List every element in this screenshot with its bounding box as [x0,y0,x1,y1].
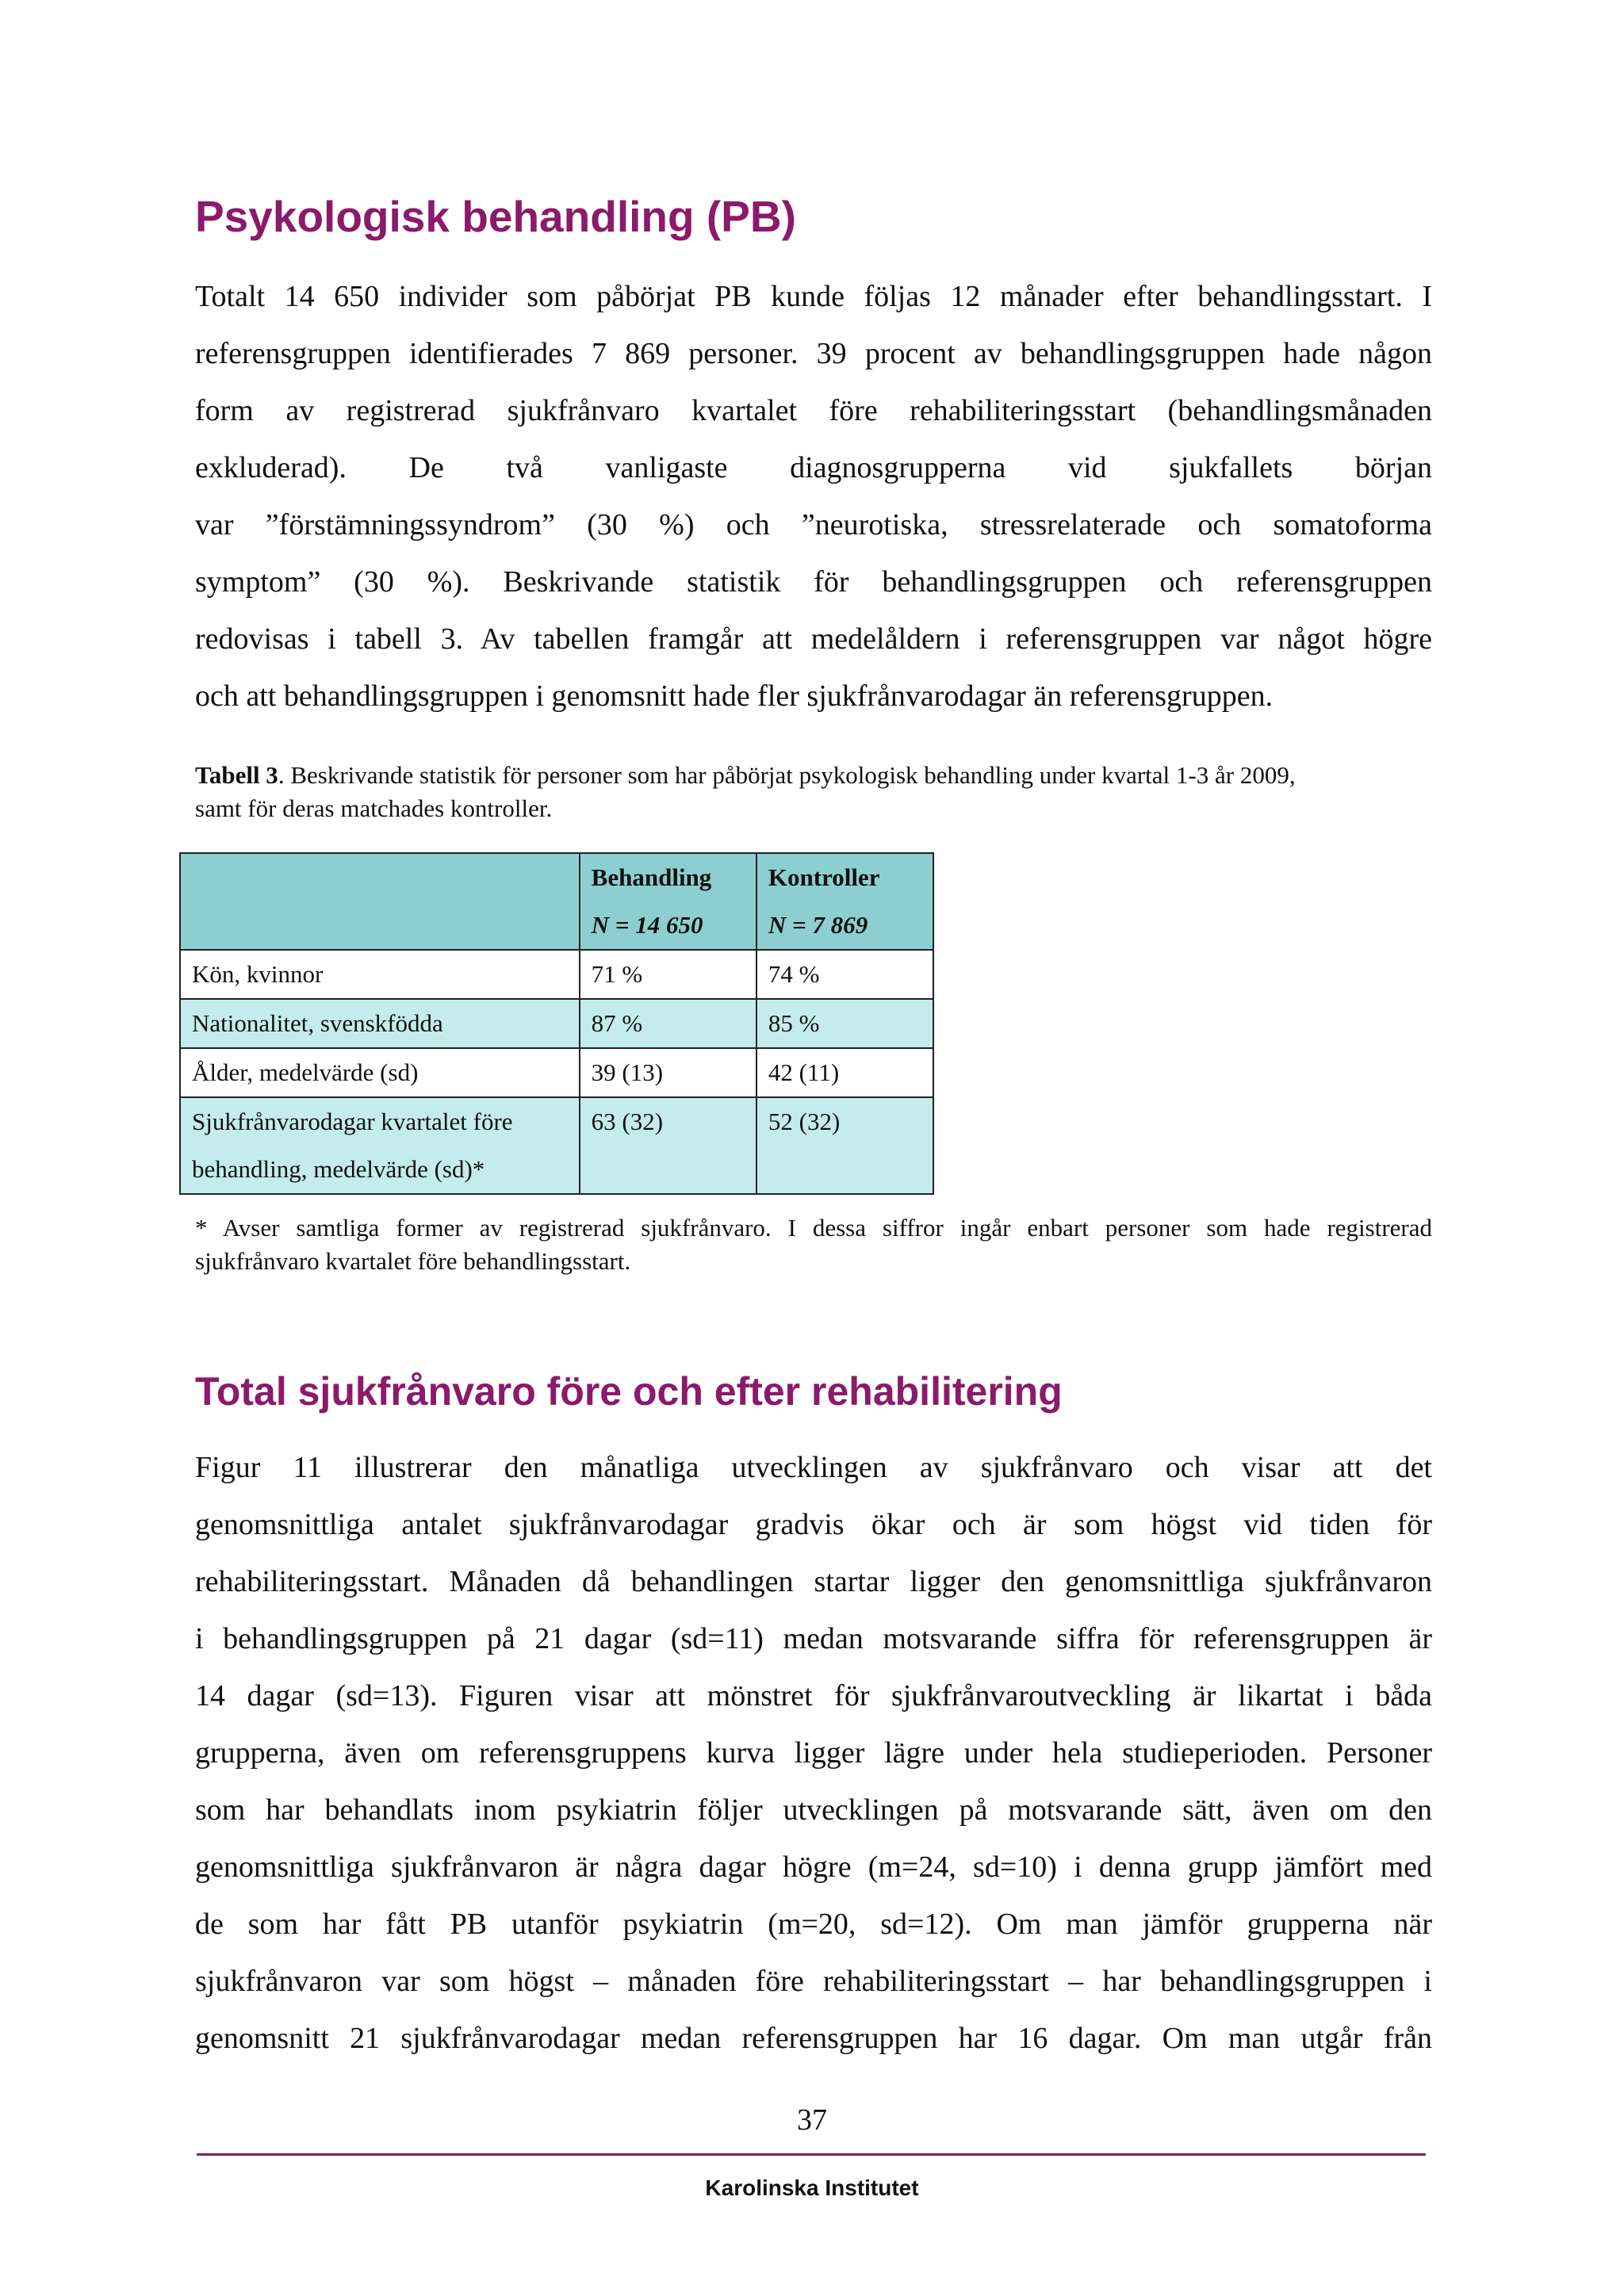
footer-divider [197,2153,1426,2156]
footer-institution: Karolinska Institutet [705,2175,919,2200]
cell-behandling: 63 (32) [580,1097,756,1194]
table-row [180,1097,933,1194]
paragraph-section2 [195,1439,1432,2067]
caption-text: . Beskrivande statistik för personer som har påbörjat psykologisk behandling under kvartal 1-3 år 2009, [278,761,1296,789]
header-cell-empty [180,853,580,950]
cell-kontroller: 74 % [756,950,933,999]
header-label: Behandling [591,863,712,891]
paragraph-line: form av registrerad sjukfrånvaro kvartalet före rehabiliteringsstart (behandlingsmånaden [195,394,1432,427]
paragraph-line: genomsnittliga sjukfrånvaron är några dagar högre (m=24, sd=10) i denna grupp jämfört med [195,1850,1432,1884]
table-footnote [195,1211,1432,1278]
row-label-line: Sjukfrånvarodagar kvartalet före [192,1108,513,1135]
footnote-line: * Avser samtliga former av registrerad sjukfrånvaro. I dessa siffror ingår enbart personer som hade registrerad [195,1214,1432,1242]
paragraph-line: Totalt 14 650 individer som påbörjat PB kunde följas 12 månader efter behandlingsstart. I [195,280,1432,313]
paragraph-section1 [195,268,1432,725]
paragraph-line: genomsnitt 21 sjukfrånvarodagar medan referensgruppen har 16 dagar. Om man utgår från [195,2022,1432,2055]
table-caption [195,759,1432,825]
statistics-table [179,852,934,1195]
paragraph-line: sjukfrånvaron var som högst – månaden före rehabiliteringsstart – har behandlingsgruppen i [195,1965,1432,1998]
paragraph-line: symptom” (30 %). Beskrivande statistik för behandlingsgruppen och referensgruppen [195,565,1432,599]
paragraph-line: grupperna, även om referensgruppens kurva ligger lägre under hela studieperioden. Personer [195,1736,1432,1770]
table-row [180,1048,933,1097]
header-cell-behandling [580,853,756,950]
paragraph-line: referensgruppen identifierades 7 869 personer. 39 procent av behandlingsgruppen hade någon [195,337,1432,370]
row-label-line: behandling, medelvärde (sd)* [192,1155,485,1183]
paragraph-line: redovisas i tabell 3. Av tabellen framgår att medelåldern i referensgruppen var något högre [195,622,1432,656]
cell-behandling: 87 % [580,999,756,1048]
paragraph-line: Figur 11 illustrerar den månatliga utvecklingen av sjukfrånvaro och visar att det [195,1451,1432,1484]
paragraph-line: och att behandlingsgruppen i genomsnitt hade fler sjukfrånvarodagar än referensgruppen. [195,679,1274,713]
row-label: Kön, kvinnor [180,950,580,999]
paragraph-line: i behandlingsgruppen på 21 dagar (sd=11) medan motsvarande siffra för referensgruppen är [195,1622,1432,1655]
header-cell-kontroller [756,853,933,950]
cell-kontroller: 52 (32) [756,1097,933,1194]
cell-behandling: 71 % [580,950,756,999]
table-row [180,999,933,1048]
paragraph-line: 14 dagar (sd=13). Figuren visar att mönstret för sjukfrånvaroutveckling är likartat i båda [195,1679,1432,1712]
page-number: 37 [797,2103,827,2137]
paragraph-line: genomsnittliga antalet sjukfrånvarodagar gradvis ökar och är som högst vid tiden för [195,1508,1432,1541]
paragraph-line: rehabiliteringsstart. Månaden då behandlingen startar ligger den genomsnittliga sjukfrånvaron [195,1565,1432,1598]
header-label: Kontroller [768,863,880,891]
footnote-line: sjukfrånvaro kvartalet före behandlingsstart. [195,1247,631,1275]
caption-label: Tabell 3 [195,761,278,789]
paragraph-line: exkluderad). De två vanligaste diagnosgrupperna vid sjukfallets början [195,451,1432,484]
table-row [180,950,933,999]
caption-line: samt för deras matchades kontroller. [195,794,553,822]
header-n: N = 14 650 [591,911,703,939]
paragraph-line: de som har fått PB utanför psykiatrin (m=20, sd=12). Om man jämför grupperna när [195,1908,1432,1941]
section-heading-psykologisk-behandling: Psykologisk behandling (PB) [195,192,796,241]
cell-kontroller: 85 % [756,999,933,1048]
header-n: N = 7 869 [768,911,868,939]
cell-behandling: 39 (13) [580,1048,756,1097]
paragraph-line: var ”förstämningssyndrom” (30 %) och ”neurotiska, stressrelaterade och somatoforma [195,508,1432,541]
row-label: Nationalitet, svenskfödda [180,999,580,1048]
cell-kontroller: 42 (11) [756,1048,933,1097]
paragraph-line: som har behandlats inom psykiatrin följer utvecklingen på motsvarande sätt, även om den [195,1793,1432,1827]
row-label: Ålder, medelvärde (sd) [180,1048,580,1097]
row-label [180,1097,580,1194]
caption-line [195,759,1432,792]
section-heading-total-sjukfranvaro: Total sjukfrånvaro före och efter rehabilitering [195,1369,1063,1414]
table-header-row [180,853,933,950]
